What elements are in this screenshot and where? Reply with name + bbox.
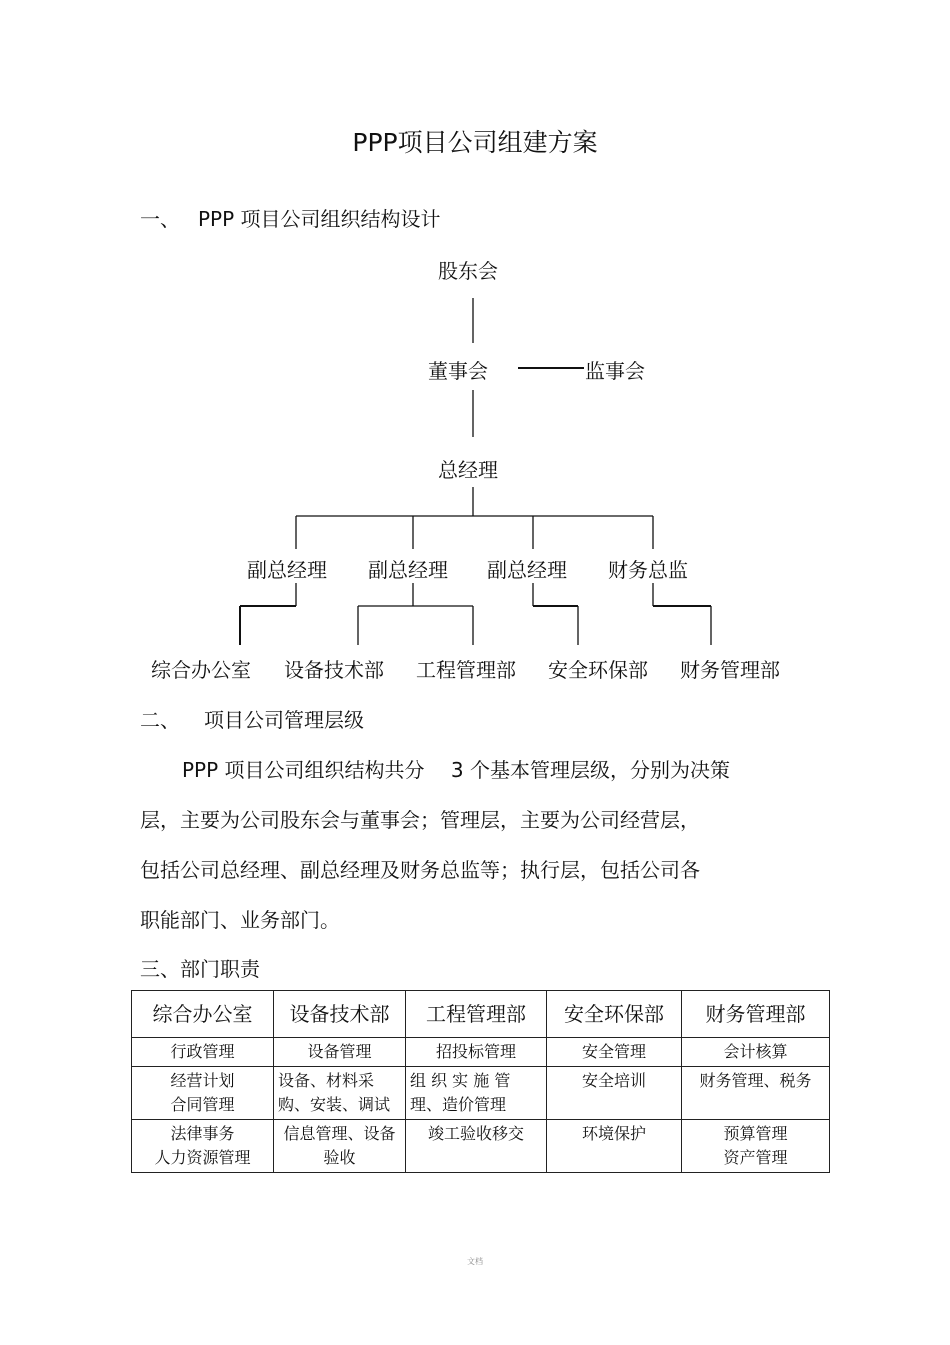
table-cell: 预算管理 资产管理 — [682, 1120, 830, 1173]
org-node-general-manager: 总经理 — [438, 458, 498, 482]
table-cell: 经营计划 合同管理 — [132, 1067, 274, 1120]
table-cell: 会计核算 — [682, 1038, 830, 1067]
org-node-department: 设备技术部 — [284, 658, 384, 682]
table-cell: 竣工验收移交 — [406, 1120, 547, 1173]
table-cell: 安全管理 — [547, 1038, 682, 1067]
table-cell: 信息管理、设备验收 — [274, 1120, 406, 1173]
org-node-deputy-gm: 副总经理 — [247, 558, 327, 582]
table-row — [132, 1038, 830, 1067]
table-cell: 安全培训 — [547, 1067, 682, 1120]
table-header-cell: 财务管理部 — [682, 991, 830, 1038]
paragraph-line-1: PPP 项目公司组织结构共分 3 个基本管理层级，分别为决策 — [182, 758, 730, 782]
org-node-department: 财务管理部 — [680, 658, 780, 682]
section-1-heading: PPP 项目公司组织结构设计 — [198, 207, 441, 231]
table-header-cell: 工程管理部 — [406, 991, 547, 1038]
org-node-shareholders: 股东会 — [438, 259, 498, 283]
table-cell: 环境保护 — [547, 1120, 682, 1173]
paragraph-line-2: 层，主要为公司股东会与董事会；管理层，主要为公司经营层， — [140, 808, 700, 832]
table-cell: 设备、材料采购、安装、调试 — [274, 1067, 406, 1120]
section-2-heading: 项目公司管理层级 — [204, 708, 364, 732]
table-row — [132, 1120, 830, 1173]
section-1-number: 一、 — [140, 207, 180, 231]
org-node-finance-director: 财务总监 — [608, 558, 688, 582]
table-cell: 组 织 实 施 管理、造价管理 — [406, 1067, 547, 1120]
table-cell: 设备管理 — [274, 1038, 406, 1067]
table-cell: 财务管理、税务 — [682, 1067, 830, 1120]
paragraph-line-4: 职能部门、业务部门。 — [140, 908, 340, 932]
org-node-board: 董事会 — [428, 359, 488, 383]
org-node-department: 安全环保部 — [548, 658, 648, 682]
table-row — [132, 1067, 830, 1120]
org-node-supervisors: 监事会 — [585, 359, 645, 383]
table-header-cell: 综合办公室 — [132, 991, 274, 1038]
section-2-number: 二、 — [140, 708, 180, 732]
org-node-deputy-gm: 副总经理 — [368, 558, 448, 582]
table-header-cell: 安全环保部 — [547, 991, 682, 1038]
org-node-department: 综合办公室 — [151, 658, 251, 682]
org-node-department: 工程管理部 — [416, 658, 516, 682]
org-node-deputy-gm: 副总经理 — [487, 558, 567, 582]
page-footer: 文档 — [467, 1257, 483, 1266]
table-header-cell: 设备技术部 — [274, 991, 406, 1038]
table-cell: 行政管理 — [132, 1038, 274, 1067]
table-cell: 招投标管理 — [406, 1038, 547, 1067]
table-header-row — [132, 991, 830, 1038]
table-cell: 法律事务 人力资源管理 — [132, 1120, 274, 1173]
section-3-heading: 三、部门职责 — [140, 957, 260, 981]
department-duties-table — [131, 990, 830, 1173]
page-title: PPP项目公司组建方案 — [352, 128, 598, 157]
paragraph-line-3: 包括公司总经理、副总经理及财务总监等；执行层，包括公司各 — [140, 858, 700, 882]
